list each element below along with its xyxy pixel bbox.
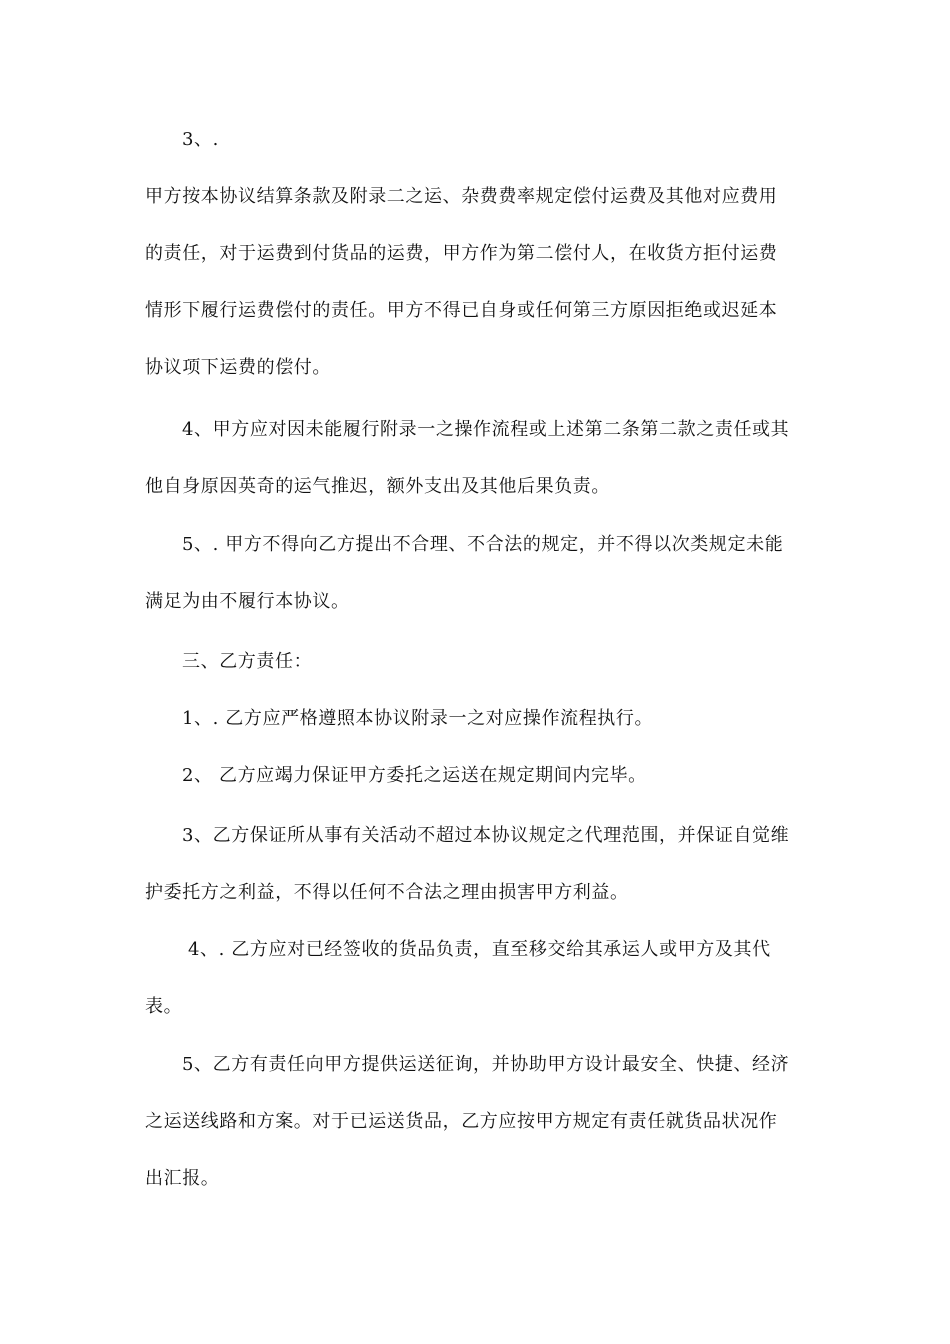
paragraph-3-line-2: 他自身原因英奇的运气推迟，额外支出及其他后果负责。	[145, 476, 610, 497]
paragraph-2-line-1: 甲方按本协议结算条款及附录二之运、杂费费率规定偿付运费及其他对应费用	[145, 186, 778, 207]
paragraph-2-line-3: 情形下履行运费偿付的责任。甲方不得已自身或任何第三方原因拒绝或迟延本	[145, 300, 778, 321]
paragraph-9-line-2: 表。	[145, 996, 183, 1017]
paragraph-3-line-1: 4、甲方应对因未能履行附录一之操作流程或上述第二条第二款之责任或其	[182, 419, 790, 440]
paragraph-4-line-2: 满足为由不履行本协议。	[145, 591, 350, 612]
paragraph-2-line-4: 协议项下运费的偿付。	[145, 357, 331, 378]
paragraph-10-line-3: 出汇报。	[145, 1168, 220, 1189]
paragraph-9-line-1: 4、. 乙方应对已经签收的货品负责，直至移交给其承运人或甲方及其代	[188, 939, 771, 960]
section-heading-party-b-responsibilities: 三、乙方责任：	[182, 651, 313, 672]
paragraph-8-line-2: 护委托方之利益，不得以任何不合法之理由损害甲方利益。	[145, 882, 629, 903]
paragraph-8-line-1: 3、乙方保证所从事有关活动不超过本协议规定之代理范围，并保证自觉维	[182, 825, 790, 846]
paragraph-10-line-1: 5、乙方有责任向甲方提供运送征询，并协助甲方设计最安全、快捷、经济	[182, 1054, 790, 1075]
paragraph-4-line-1: 5、. 甲方不得向乙方提出不合理、不合法的规定，并不得以次类规定未能	[182, 534, 784, 555]
paragraph-10-line-2: 之运送线路和方案。对于已运送货品，乙方应按甲方规定有责任就货品状况作	[145, 1111, 778, 1132]
paragraph-7-line-1: 2、 乙方应竭力保证甲方委托之运送在规定期间内完毕。	[182, 765, 647, 786]
paragraph-2-line-2: 的责任，对于运费到付货品的运费，甲方作为第二偿付人，在收货方拒付运费	[145, 243, 778, 264]
paragraph-6-line-1: 1、. 乙方应严格遵照本协议附录一之对应操作流程执行。	[182, 708, 654, 729]
paragraph-1-line-1: 3、.	[182, 129, 219, 150]
